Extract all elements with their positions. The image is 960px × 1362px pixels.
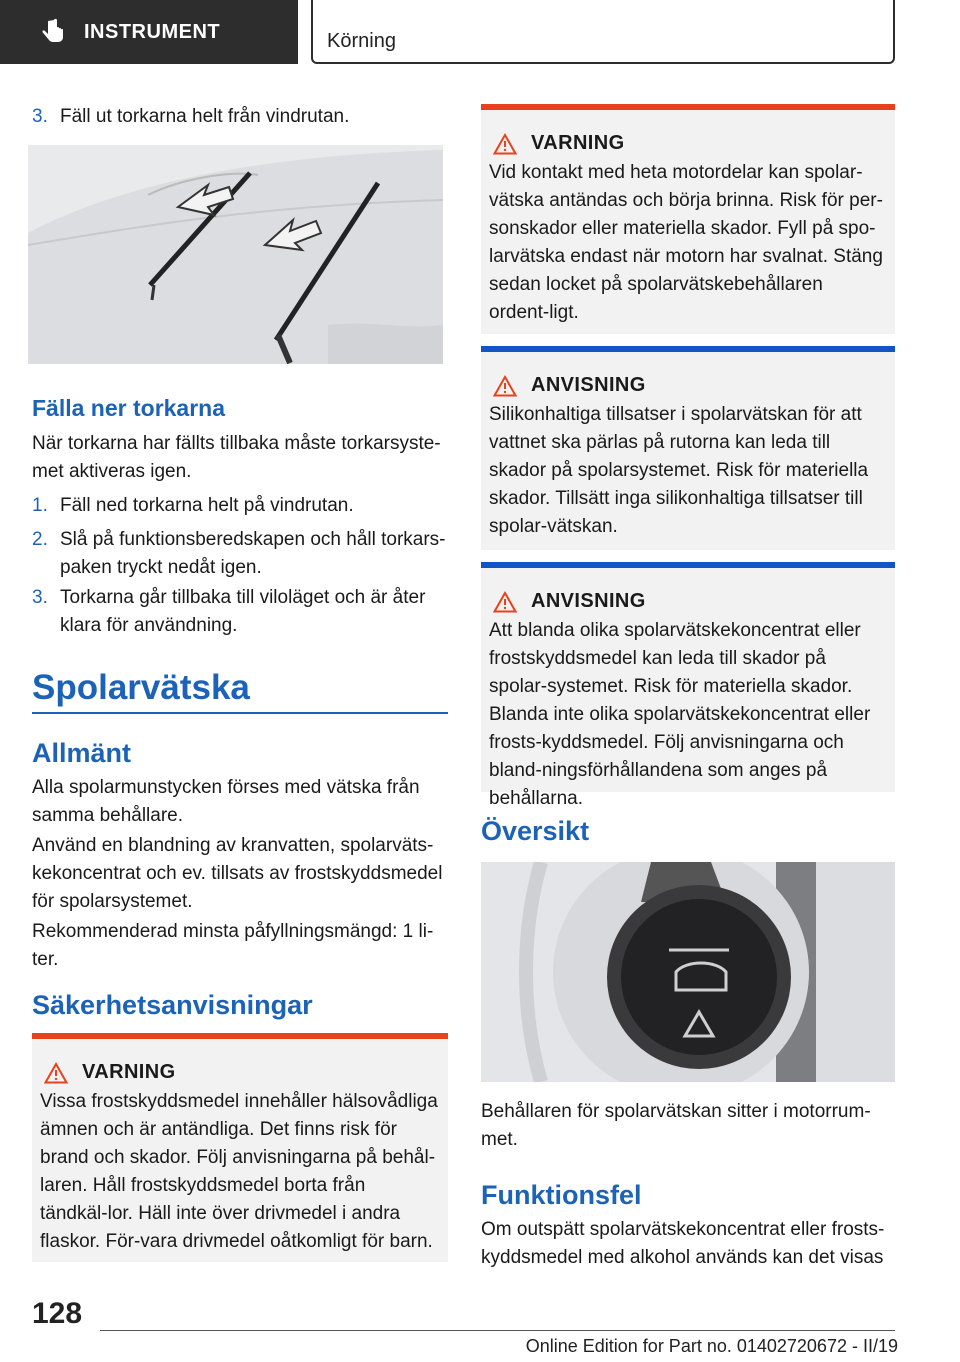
step-number: 3. <box>32 587 48 608</box>
step-text: Fäll ned torkarna helt på vindrutan. <box>60 495 354 516</box>
step-number: 1. <box>32 495 48 516</box>
wiper-illustration <box>28 145 443 364</box>
notice-title: ANVISNING <box>531 374 646 396</box>
warning-title: VARNING <box>531 132 625 154</box>
reservoir-cap-photo <box>481 862 895 1082</box>
warning-triangle-icon <box>44 1062 68 1084</box>
fold-heading: Fälla ner torkarna <box>32 395 226 421</box>
page-number: 128 <box>32 1297 83 1330</box>
warning-title: VARNING <box>82 1061 176 1083</box>
general-paragraph-3: Rekommenderad minsta påfyllningsmängd: 1 li-ter. <box>32 921 434 970</box>
list-item <box>32 584 448 640</box>
general-paragraph-1: Alla spolarmunstycken förses med vätska från samma behållare. <box>32 777 420 826</box>
footer-divider <box>100 1330 895 1331</box>
warning-header <box>489 132 885 155</box>
safety-heading: Säkerhetsanvisningar <box>32 990 313 1020</box>
step-text: Fäll ut torkarna helt från vindrutan. <box>60 106 350 127</box>
notice-text: Silikonhaltiga tillsatser i spolarvätskan för att vattnet ska pärlas på rutorna kan leda till skador på spolarsystemet. Risk för materiella skador. Tillsätt inga silikonhaltiga tillsatser till spolar-vätskan. <box>489 404 869 537</box>
overview-heading: Översikt <box>481 816 590 846</box>
warning-text: Vissa frostskyddsmedel innehåller hälsovådliga ämnen och är antändliga. Det finns risk för brand och skador. Följ anvisningarna på behål-laren. Håll frostskyddsmedel borta från tändkäl-lor. Häll inte över drivmedel i andra flaskor. För-vara drivmedel oåtkomligt för barn. <box>40 1091 438 1252</box>
warning-text: Vid kontakt med heta motordelar kan spolar-vätska antändas och börja brinna. Risk för per-sonskador eller materiella skador. Fyll på spo-larvätska endast när motorn har svalnat. Stäng sedan locket på spolarvätskebehållaren ordent-ligt. <box>489 162 883 323</box>
list-item <box>32 103 448 131</box>
general-paragraph-2: Använd en blandning av kranvatten, spolarväts-kekoncentrat och ev. tillsats av frostskyddsmedel för spolarsystemet. <box>32 835 443 912</box>
notice-box <box>481 562 895 809</box>
step-text: Torkarna går tillbaka till viloläget och är åter klara för användning. <box>60 587 426 636</box>
chapter-title: Körning <box>327 30 396 52</box>
general-heading: Allmänt <box>32 738 132 768</box>
notice-header <box>489 374 885 397</box>
warning-box <box>32 1033 448 1262</box>
notice-header <box>489 590 885 613</box>
chapter-header <box>311 0 895 64</box>
step-number: 2. <box>32 529 48 550</box>
notice-triangle-icon <box>493 375 517 397</box>
fault-text: Om outspätt spolarvätskekoncentrat eller frosts-kyddsmedel med alkohol används kan det visas <box>481 1219 885 1268</box>
step-text: Slå på funktionsberedskapen och håll torkars-paken tryckt nedåt igen. <box>60 529 446 578</box>
edition-text: Online Edition for Part no. 01402720672 - II/19 <box>525 1336 898 1356</box>
section-title: Spolarvätska <box>32 668 250 707</box>
section-tab <box>0 0 298 64</box>
fault-heading: Funktionsfel <box>481 1180 642 1210</box>
hand-pointer-icon <box>38 17 68 47</box>
step-number: 3. <box>32 106 48 127</box>
warning-header <box>40 1061 438 1084</box>
section-label: INSTRUMENT <box>84 20 221 43</box>
list-item <box>32 526 448 582</box>
warning-box <box>481 104 895 334</box>
warning-triangle-icon <box>493 133 517 155</box>
notice-text: Att blanda olika spolarvätskekoncentrat eller frostskyddsmedel kan leda till skador på spolar-systemet. Risk för materiella skador. Blanda inte olika spolarvätskekoncentrat eller frosts-kyddsmedel. Följ anvisningarna och bland-ningsförhållandena som anges på behållarna. <box>489 620 871 809</box>
fold-text: När torkarna har fällts tillbaka måste torkarsyste-met aktiveras igen. <box>32 433 441 482</box>
overview-text: Behållaren för spolarvätskan sitter i motorrum-met. <box>481 1101 871 1150</box>
section-divider <box>32 712 448 714</box>
notice-title: ANVISNING <box>531 590 646 612</box>
notice-triangle-icon <box>493 591 517 613</box>
notice-box <box>481 346 895 550</box>
list-item <box>32 492 448 520</box>
